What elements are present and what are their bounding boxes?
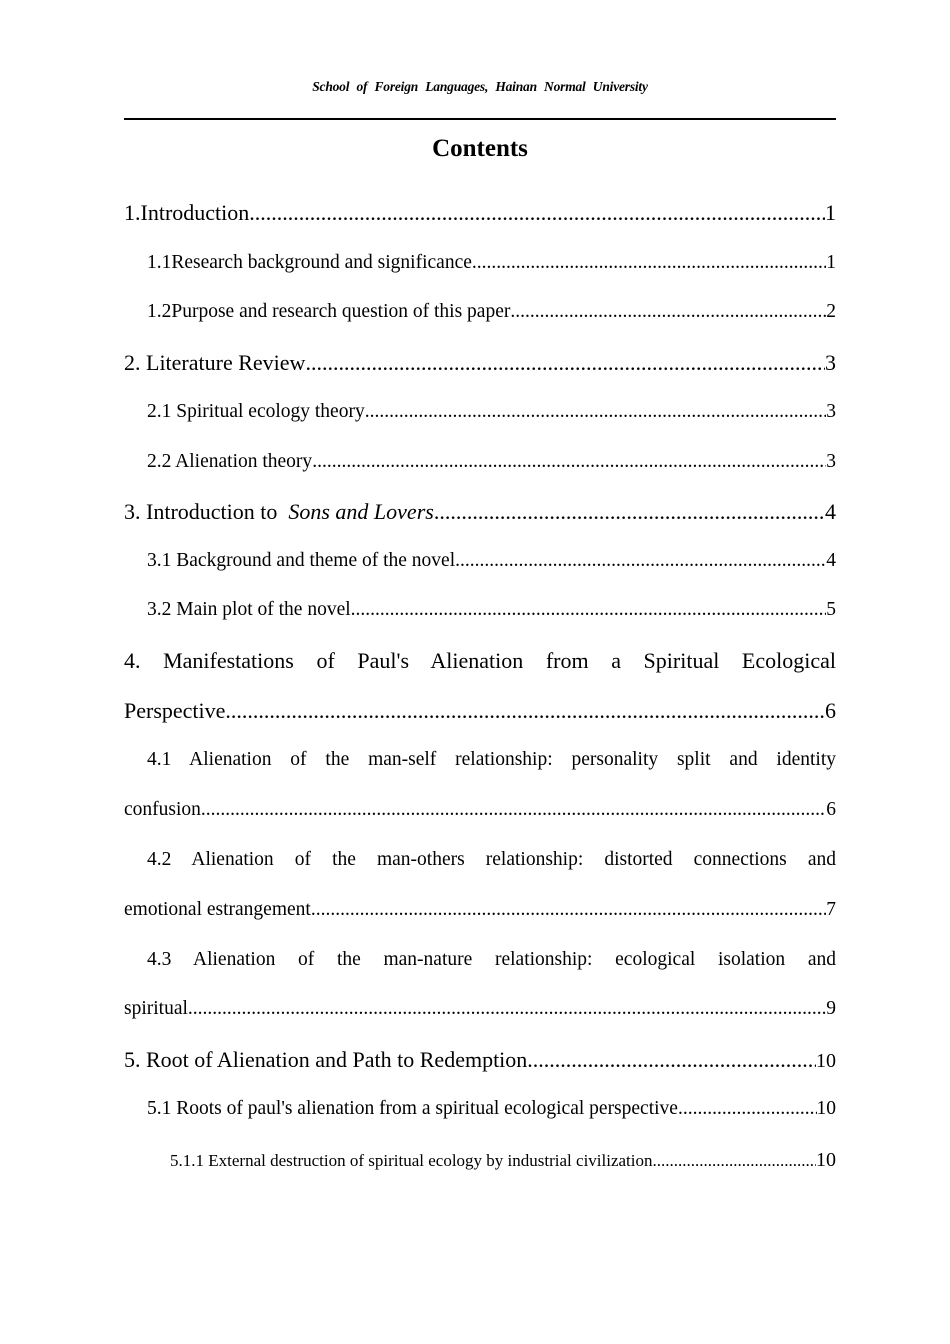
toc-page-number: 10 (816, 1050, 836, 1072)
toc-entry-5-1-1[interactable] (124, 1149, 836, 1179)
toc-page-number: 1 (825, 200, 836, 225)
toc-page-number: 1 (826, 252, 836, 273)
dot-leader (225, 698, 825, 724)
toc-page-number: 5 (826, 599, 836, 620)
toc-page-number: 7 (826, 899, 836, 920)
toc-page-number: 3 (826, 401, 836, 422)
toc-entry-4-1[interactable] (124, 799, 836, 829)
toc-entry-4-line1[interactable]: 4. Manifestations of Paul's Alienation from a Spiritual Ecological (124, 648, 836, 673)
toc-entry-label: emotional estrangement (124, 899, 311, 920)
running-header: School of Foreign Languages, Hainan Normal University (312, 79, 648, 94)
toc-entry-label: spiritual (124, 998, 188, 1019)
dot-leader (510, 301, 826, 323)
toc-entry-2[interactable] (124, 350, 836, 380)
toc-page-number: 3 (826, 451, 836, 472)
dot-leader (365, 401, 827, 423)
dot-leader (527, 1047, 816, 1073)
toc-entry-3[interactable] (124, 499, 836, 529)
toc-entry-label: 5.1 Roots of paul's alienation from a spiritual ecological perspective (147, 1098, 678, 1119)
dot-leader (455, 550, 826, 572)
toc-page-number: 10 (816, 1149, 836, 1171)
toc-entry-1-2[interactable] (124, 301, 836, 331)
toc-entry-2-1[interactable] (124, 401, 836, 431)
toc-entry-label-prefix: 3. Introduction to (124, 499, 289, 524)
dot-leader (249, 200, 825, 226)
toc-entry-label (124, 499, 434, 525)
dot-leader (472, 252, 826, 274)
toc-entry-5-1[interactable] (124, 1098, 836, 1128)
toc-entry-3-1[interactable] (124, 550, 836, 580)
toc-entry-2-2[interactable] (124, 451, 836, 481)
toc-entry-4-3[interactable] (124, 998, 836, 1028)
toc-entry-label: 5. Root of Alienation and Path to Redemption (124, 1047, 528, 1072)
dot-leader (351, 599, 827, 621)
toc-page-number: 6 (826, 799, 836, 820)
toc-entry-label: 5.1.1 External destruction of spiritual ecology by industrial civilization (170, 1151, 653, 1170)
toc-entry-1-1[interactable] (124, 252, 836, 282)
toc-entry-label: 2.2 Alienation theory (147, 451, 313, 472)
toc-page-number: 10 (816, 1098, 836, 1119)
toc-entry-4-2[interactable] (124, 899, 836, 929)
toc-page-number: 2 (826, 301, 836, 322)
dot-leader (201, 799, 826, 821)
toc-entry-4-2-line1[interactable]: 4.2 Alienation of the man-others relationship: distorted connections and (147, 849, 836, 870)
toc-page-number: 6 (825, 698, 836, 723)
dot-leader (434, 499, 825, 525)
header-divider (124, 118, 836, 120)
toc-entry-4-3-line1[interactable]: 4.3 Alienation of the man-nature relationship: ecological isolation and (147, 949, 836, 970)
dot-leader (678, 1098, 817, 1120)
toc-entry-label: 1.1Research background and significance (147, 252, 472, 273)
novel-title: Sons and Lovers (288, 499, 434, 524)
toc-entry-label: 2.1 Spiritual ecology theory (147, 401, 365, 422)
dot-leader (305, 350, 825, 376)
dot-leader (653, 1151, 817, 1171)
toc-entry-5[interactable] (124, 1047, 836, 1077)
page-title: Contents (432, 135, 528, 162)
toc-entry-label: confusion (124, 799, 201, 820)
toc-entry-3-2[interactable] (124, 599, 836, 629)
dot-leader (312, 451, 826, 473)
toc-entry-label: 3.1 Background and theme of the novel (147, 550, 456, 571)
toc-entry-label: 1.2Purpose and research question of this paper (147, 301, 511, 322)
toc-entry-label: Perspective (124, 698, 226, 723)
toc-entry-1[interactable] (124, 200, 836, 230)
toc-entry-label: 3.2 Main plot of the novel (147, 599, 351, 620)
toc-page-number: 4 (826, 550, 836, 571)
toc-page-number: 9 (826, 998, 836, 1019)
toc-entry-label: 2. Literature Review (124, 350, 306, 375)
toc-page-number: 3 (825, 350, 836, 375)
toc-entry-4[interactable] (124, 698, 836, 728)
toc-entry-4-1-line1[interactable]: 4.1 Alienation of the man-self relationship: personality split and identity (147, 749, 836, 770)
dot-leader (188, 998, 826, 1020)
toc-entry-label: 1.Introduction (124, 200, 250, 225)
toc-page-number: 4 (825, 499, 836, 524)
dot-leader (311, 899, 826, 921)
